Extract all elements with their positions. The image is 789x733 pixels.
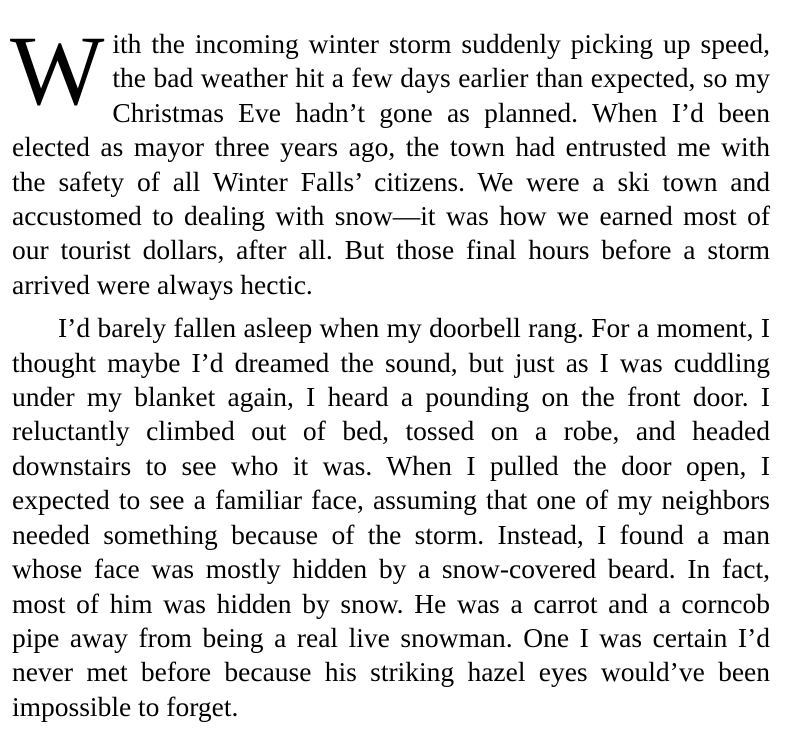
paragraph-2-text: I’d barely fallen asleep when my doorbell rang. For a moment, I thought maybe I’d dreamed the sound, but just as I was cuddling under my blanket again, I heard a pounding on the front door. I reluctantly climbed out of bed, tossed on a robe, and headed downstairs to see who it was. When I pulled the door open, I expected to see a familiar face, assuming that one of my neighbors needed something because of the storm. Instead, I found a man whose face was mostly hidden by a snow-covered beard. In fact, most of him was hidden by snow. He was a carrot and a corncob pipe away from being a real live snowman. One I was certain I’d never met before because his striking hazel eyes would’ve been impossible to forget. [12,312,770,722]
book-page [12,0,770,724]
drop-cap: W [10,15,105,126]
paragraph-1-text: ith the incoming winter storm suddenly picking up speed, the bad weather hit a few days earlier than expected, so my Christmas Eve hadn’t gone as planned. When I’d been elected as mayor three years ago, the town had entrusted me with the safety of all Winter Falls’ citizens. We were a ski town and accustomed to dealing with snow—it was how we earned most of our tourist dollars, after all. But those final hours before a storm arrived were always hectic. [12,28,770,300]
paragraph-1 [12,0,770,302]
paragraph-2 [12,311,770,724]
